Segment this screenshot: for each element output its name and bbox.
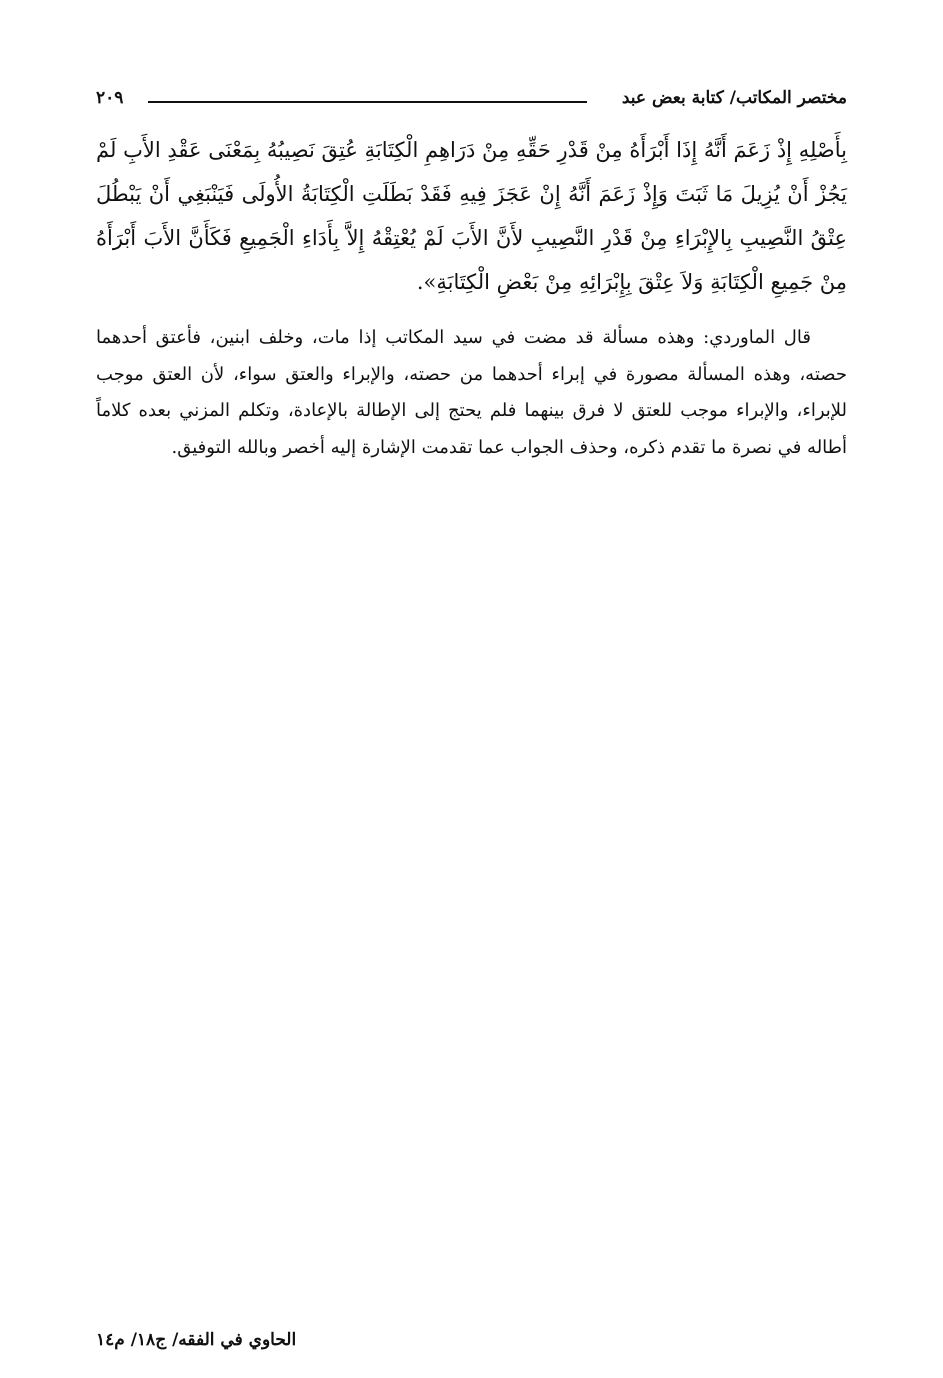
running-header-title: مختصر المكاتب/ كتابة بعض عبد (621, 88, 847, 108)
matn-paragraph: بِأَصْلِهِ إِذْ زَعَمَ أَنَّهُ إِذَا أَبْرَأَهُ مِنْ قَدْرِ حَقِّهِ مِنْ دَرَاهِمِ الْكِتَابَةِ عُتِقَ نَصِيبُهُ بِمَعْنَى عَقْدِ الأَبِ لَمْ يَجُزْ أَنْ يُزِيلَ مَا ثَبَتَ وَإِذْ زَعَمَ أَنَّهُ إِنْ عَجَزَ فِيهِ فَقَدْ بَطَلَتِ الْكِتَابَةُ الأُولَى فَيَنْبَغِي أَنْ يَبْطُلَ عِتْقُ النَّصِيبِ بِالإِبْرَاءِ مِنْ قَدْرِ النَّصِيبِ لأَنَّ الأَبَ لَمْ يُعْتِقْهُ إِلاَّ بِأَدَاءِ الْجَمِيعِ فَكَأَنَّ الأَبَ أَبْرَأَهُ مِنْ جَمِيعِ الْكِتَابَةِ وَلاَ عِتْقَ بِإِبْرَائِهِ مِنْ بَعْضِ الْكِتَابَةِ». (96, 138, 847, 294)
header-rule (148, 101, 587, 103)
commentary-text: وهذه مسألة قد مضت في سيد المكاتب إذا مات، وخلف ابنين، فأعتق أحدهما حصته، وهذه المسألة مصورة في إبراء أحدهما من حصته، والإبراء والعتق سواء، لأن العتق موجب للإبراء، والإبراء موجب للعتق لا فرق بينهما فلم يحتج إلى الإطالة بالإعادة، وتكلم المزني بعده كلاماً أطاله في نصرة ما تقدم ذكره، وحذف الجواب عما تقدمت الإشارة إليه أخصر وبالله التوفيق. (96, 327, 847, 458)
page-number: ٢٠٩ (96, 88, 124, 108)
commentary-paragraph (96, 320, 847, 466)
commentary-speaker: قال الماوردي: (703, 327, 811, 348)
running-header (96, 88, 847, 118)
signature-line: الحاوي في الفقه/ ج١٨/ م١٤ (96, 1330, 297, 1350)
